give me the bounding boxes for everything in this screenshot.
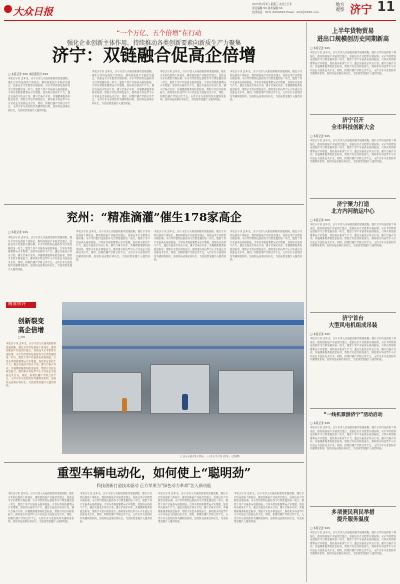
sidebar-item-title: “一线机票游济宁”活动启动 [323, 413, 383, 418]
lead-kicker: “一个万亿、五个倍增”在行动 [116, 29, 202, 37]
sidebar-item-title: 济宁召开 [342, 118, 364, 124]
page-number: 11 [377, 0, 396, 15]
section-small-label [331, 3, 349, 14]
factory-photo [62, 302, 304, 454]
photo-worker [122, 398, 127, 412]
sidebar-rule [310, 506, 396, 507]
bottom-body-col-1: 本报济宁讯 近年来，济宁市深入实施创新驱动发展战略，强化企业科技创新主体地位，推动创新链产业链深度融合，高新技术企业数量实现倍增。全市坚持把科技创新作为引领发展的第一动力，聚焦主导产业链条布局创新链，引导各类创新要素向企业集聚，加快培育新质生产力。通过实施高企培育计划，建立后备企业库，开展精准服务和政策辅导，帮助企业提升研发能力，推动更多科技型中小企业成长为高新技术企业。同时，积极搭建产学研合作平台，支持企业与高校院所共建研发机构，加快科技成果转移转化，为高质量发展注入强劲动能。 [8, 492, 74, 523]
second-body-col-1: 本报济宁讯 近年来，济宁市深入实施创新驱动发展战略，强化企业科技创新主体地位，推动创新链产业链深度融合，高新技术企业数量实现倍增。全市坚持把科技创新作为引领发展的第一动力，聚焦主导产业链条布局创新链，引导各类创新要素向企业集聚，加快培育新质生产力。通过实施高企培育计划，建立后备企业库，开展精准服务和政策辅导，帮助企业提升研发能力，推动更多科技型中小企业成长为高新技术企业。同时，积极搭建产学研合作平台，支持企业与高校院所共建研发机构，加快科技成果转移转化，为高质量发展注入强劲动能。 [8, 236, 72, 271]
column-tag [6, 302, 36, 308]
lead-body-col-3: 本报济宁讯 近年来，济宁市深入实施创新驱动发展战略，强化企业科技创新主体地位，推动创新链产业链深度融合，高新技术企业数量实现倍增。全市坚持把科技创新作为引领发展的第一动力，聚焦主导产业链条布局创新链，引导各类创新要素向企业集聚，加快培育新质生产力。通过实施高企培育计划，建立后备企业库，开展精准服务和政策辅导，帮助企业提升研发能力，推动更多科技型中小企业成长为高新技术企业。同时，积极搭建产学研合作平台，支持企业与高校院所共建研发机构，加快科技成果转移转化，为高质量发展注入强劲动能。 [160, 70, 226, 101]
photo-floor [62, 414, 304, 454]
bottom-subtitle: 科技创新打造技术驱动 正方苹果为“绿色动力革命”注入新动能 [96, 483, 212, 488]
second-story-rule [4, 204, 304, 205]
section-name: 济宁 [350, 3, 372, 16]
masthead [0, 0, 400, 22]
sidebar-item-title: 北方内河航运中心 [331, 209, 375, 215]
sidebar-item-title: 大型风电机组成吊装 [328, 323, 378, 329]
sidebar-item [310, 202, 396, 317]
lead-headline: 济宁：双链融合促高企倍增 [52, 46, 256, 66]
lead-subtitle: 强化企业创新主体作用，持续推动各类创新要素向新质生产力聚集 [66, 40, 241, 47]
photo-machine [72, 372, 142, 412]
sidebar-item-body: 本报济宁讯 近年来，济宁市深入实施创新驱动发展战略，强化企业科技创新主体地位，推动创新链产业链深度融合，高新技术企业数量实现倍增。全市坚持把科技创新作为引领发展的第一动力，聚焦主导产业链条布局创新链，引导各类创新要素向企业集聚，加快培育新质生产力。通过实施高企培育计划，建立后备企业库，开展精准服务和政策辅导，帮助企业提升研发能力，推动更多科技型中小企业成长为高新技术企业。同时，积极搭建产学研合作平台，支持企业与高校院所共建研发机构，加快科技成果转移转化，为高质量发展注入强劲动能。 [310, 337, 396, 361]
sidebar-item [310, 510, 396, 581]
sidebar-item-title: 进出口规模创历史同期新高 [316, 36, 389, 43]
sidebar-item-body: 本报济宁讯 近年来，济宁市深入实施创新驱动发展战略，强化企业科技创新主体地位，推动创新链产业链深度融合，高新技术企业数量实现倍增。全市坚持把科技创新作为引领发展的第一动力，聚焦主导产业链条布局创新链，引导各类创新要素向企业集聚，加快培育新质生产力。通过实施高企培育计划，建立后备企业库，开展精准服务和政策辅导，帮助企业提升研发能力，推动更多科技型中小企业成长为高新技术企业。同时，积极搭建产学研合作平台，支持企业与高校院所共建研发机构，加快科技成果转移转化，为高质量发展注入强劲动能。 [310, 139, 396, 163]
sidebar-item-title: 济宁聚力打造 [336, 202, 370, 208]
sidebar-item-title: 多项便民利民举措 [331, 510, 375, 516]
sidebar-item [310, 412, 396, 502]
sidebar-item [310, 28, 396, 97]
sidebar-item-title: 提升服务温度 [336, 517, 370, 523]
lead-body-col-2: 本报济宁讯 近年来，济宁市深入实施创新驱动发展战略，强化企业科技创新主体地位，推动创新链产业链深度融合，高新技术企业数量实现倍增。全市坚持把科技创新作为引领发展的第一动力，聚焦主导产业链条布局创新链，引导各类创新要素向企业集聚，加快培育新质生产力。通过实施高企培育计划，建立后备企业库，开展精准服务和政策辅导，帮助企业提升研发能力，推动更多科技型中小企业成长为高新技术企业。同时，积极搭建产学研合作平台，支持企业与高校院所共建研发机构，加快科技成果转移转化，为高质量发展注入强劲动能。 [92, 70, 154, 105]
column-tag-label: 精准快评 [8, 302, 26, 307]
editor-line: 责任编辑 XX 美术编辑 XX [252, 7, 283, 10]
sidebar-item-byline: □ 本报记者 XXX [310, 333, 331, 336]
second-body-col-3: 本报济宁讯 近年来，济宁市深入实施创新驱动发展战略，强化企业科技创新主体地位，推动创新链产业链深度融合，高新技术企业数量实现倍增。全市坚持把科技创新作为引领发展的第一动力，聚焦主导产业链条布局创新链，引导各类创新要素向企业集聚，加快培育新质生产力。通过实施高企培育计划，建立后备企业库，开展精准服务和政策辅导，帮助企业提升研发能力，推动更多科技型中小企业成长为高新技术企业。同时，积极搭建产学研合作平台，支持企业与高校院所共建研发机构，加快科技成果转移转化，为高质量发展注入强劲动能。 [154, 230, 226, 261]
sidebar-item-body: 本报济宁讯 近年来，济宁市深入实施创新驱动发展战略，强化企业科技创新主体地位，推动创新链产业链深度融合，高新技术企业数量实现倍增。全市坚持把科技创新作为引领发展的第一动力，聚焦主导产业链条布局创新链，引导各类创新要素向企业集聚，加快培育新质生产力。通过实施高企培育计划，建立后备企业库，开展精准服务和政策辅导，帮助企业提升研发能力，推动更多科技型中小企业成长为高新技术企业。同时，积极搭建产学研合作平台，支持企业与高校院所共建研发机构，加快科技成果转移转化，为高质量发展注入强劲动能。 [310, 531, 396, 555]
bottom-body-col-4: 本报济宁讯 近年来，济宁市深入实施创新驱动发展战略，强化企业科技创新主体地位，推动创新链产业链深度融合，高新技术企业数量实现倍增。全市坚持把科技创新作为引领发展的第一动力，聚焦主导产业链条布局创新链，引导各类创新要素向企业集聚，加快培育新质生产力。通过实施高企培育计划，建立后备企业库，开展精准服务和政策辅导，帮助企业提升研发能力，推动更多科技型中小企业成长为高新技术企业。同时，积极搭建产学研合作平台，支持企业与高校院所共建研发机构，加快科技成果转移转化，为高质量发展注入强劲动能。 [234, 492, 304, 523]
logo-text: 大众日报 [13, 7, 53, 18]
sidebar-rule [310, 198, 396, 199]
photo-worker [182, 394, 188, 410]
date-line: 2025年5月8日 星期三 农历乙巳年 [252, 3, 293, 6]
sidebar-item-byline: □ 本报记者 XXX [310, 422, 331, 425]
photo-machine [150, 364, 210, 414]
photo-crane-beam [62, 346, 304, 349]
bottom-body-col-3: 本报济宁讯 近年来，济宁市深入实施创新驱动发展战略，强化企业科技创新主体地位，推动创新链产业链深度融合，高新技术企业数量实现倍增。全市坚持把科技创新作为引领发展的第一动力，聚焦主导产业链条布局创新链，引导各类创新要素向企业集聚，加快培育新质生产力。通过实施高企培育计划，建立后备企业库，开展精准服务和政策辅导，帮助企业提升研发能力，推动更多科技型中小企业成长为高新技术企业。同时，积极搭建产学研合作平台，支持企业与高校院所共建研发机构，加快科技成果转移转化，为高质量发展注入强劲动能。 [158, 492, 228, 523]
sidebar-rule [310, 408, 396, 409]
sidebar-item-title: 济宁首台 [342, 316, 364, 322]
newspaper-logo [4, 3, 53, 18]
sidebar-item [310, 118, 396, 183]
second-headline: 兖州：“精准滴灌”催生178家高企 [66, 210, 242, 224]
sidebar-item-byline: □ 本报记者 XXX [310, 135, 331, 138]
sidebar-divider [306, 22, 307, 582]
sidebar [310, 22, 396, 582]
bottom-body-col-2: 本报济宁讯 近年来，济宁市深入实施创新驱动发展战略，强化企业科技创新主体地位，推动创新链产业链深度融合，高新技术企业数量实现倍增。全市坚持把科技创新作为引领发展的第一动力，聚焦主导产业链条布局创新链，引导各类创新要素向企业集聚，加快培育新质生产力。通过实施高企培育计划，建立后备企业库，开展精准服务和政策辅导，帮助企业提升研发能力，推动更多科技型中小企业成长为高新技术企业。同时，积极搭建产学研合作平台，支持企业与高校院所共建研发机构，加快科技成果转移转化，为高质量发展注入强劲动能。 [80, 492, 152, 523]
sidebar-item-body: 本报济宁讯 近年来，济宁市深入实施创新驱动发展战略，强化企业科技创新主体地位，推动创新链产业链深度融合，高新技术企业数量实现倍增。全市坚持把科技创新作为引领发展的第一动力，聚焦主导产业链条布局创新链，引导各类创新要素向企业集聚，加快培育新质生产力。通过实施高企培育计划，建立后备企业库，开展精准服务和政策辅导，帮助企业提升研发能力，推动更多科技型中小企业成长为高新技术企业。同时，积极搭建产学研合作平台，支持企业与高校院所共建研发机构，加快科技成果转移转化，为高质量发展注入强劲动能。 [310, 223, 396, 247]
sidebar-item-title: 上半年货物贸易 [331, 28, 374, 35]
sidebar-rule [310, 312, 396, 313]
lead-body-col-1: 本报济宁讯 近年来，济宁市深入实施创新驱动发展战略，强化企业科技创新主体地位，推动创新链产业链深度融合，高新技术企业数量实现倍增。全市坚持把科技创新作为引领发展的第一动力，聚焦主导产业链条布局创新链，引导各类创新要素向企业集聚，加快培育新质生产力。通过实施高企培育计划，建立后备企业库，开展精准服务和政策辅导，帮助企业提升研发能力，推动更多科技型中小企业成长为高新技术企业。同时，积极搭建产学研合作平台，支持企业与高校院所共建研发机构，加快科技成果转移转化，为高质量发展注入强劲动能。 [8, 77, 70, 112]
second-body-col-4: 本报济宁讯 近年来，济宁市深入实施创新驱动发展战略，强化企业科技创新主体地位，推动创新链产业链深度融合，高新技术企业数量实现倍增。全市坚持把科技创新作为引领发展的第一动力，聚焦主导产业链条布局创新链，引导各类创新要素向企业集聚，加快培育新质生产力。通过实施高企培育计划，建立后备企业库，开展精准服务和政策辅导，帮助企业提升研发能力，推动更多科技型中小企业成长为高新技术企业。同时，积极搭建产学研合作平台，支持企业与高校院所共建研发机构，加快科技成果转移转化，为高质量发展注入强劲动能。 [230, 230, 302, 261]
sidebar-rule [310, 114, 396, 115]
sidebar-item-body: 本报济宁讯 近年来，济宁市深入实施创新驱动发展战略，强化企业科技创新主体地位，推动创新链产业链深度融合，高新技术企业数量实现倍增。全市坚持把科技创新作为引领发展的第一动力，聚焦主导产业链条布局创新链，引导各类创新要素向企业集聚，加快培育新质生产力。通过实施高企培育计划，建立后备企业库，开展精准服务和政策辅导，帮助企业提升研发能力，推动更多科技型中小企业成长为高新技术企业。同时，积极搭建产学研合作平台，支持企业与高校院所共建研发机构，加快科技成果转移转化，为高质量发展注入强劲动能。 [310, 426, 396, 450]
sidebar-item-title: 全市科技创新大会 [331, 125, 375, 131]
feature-headline-1: 创新裂变 [18, 317, 44, 325]
sidebar-item [310, 316, 396, 407]
lead-byline: □ 本报记者 XXX 本报通讯员 XXX [8, 73, 49, 76]
second-body-col-2: 本报济宁讯 近年来，济宁市深入实施创新驱动发展战略，强化企业科技创新主体地位，推动创新链产业链深度融合，高新技术企业数量实现倍增。全市坚持把科技创新作为引领发展的第一动力，聚焦主导产业链条布局创新链，引导各类创新要素向企业集聚，加快培育新质生产力。通过实施高企培育计划，建立后备企业库，开展精准服务和政策辅导，帮助企业提升研发能力，推动更多科技型中小企业成长为高新技术企业。同时，积极搭建产学研合作平台，支持企业与高校院所共建研发机构，加快科技成果转移转化，为高质量发展注入强劲动能。 [76, 230, 150, 261]
sidebar-item-body: 本报济宁讯 近年来，济宁市深入实施创新驱动发展战略，强化企业科技创新主体地位，推动创新链产业链深度融合，高新技术企业数量实现倍增。全市坚持把科技创新作为引领发展的第一动力，聚焦主导产业链条布局创新链，引导各类创新要素向企业集聚，加快培育新质生产力。通过实施高企培育计划，建立后备企业库，开展精准服务和政策辅导，帮助企业提升研发能力，推动更多科技型中小企业成长为高新技术企业。同时，积极搭建产学研合作平台，支持企业与高校院所共建研发机构，加快科技成果转移转化，为高质量发展注入强劲动能。 [310, 51, 396, 75]
logo-mark-icon [4, 5, 12, 13]
sidebar-item-byline: □ 本报记者 XXX [310, 219, 331, 222]
lead-body-col-4: 本报济宁讯 近年来，济宁市深入实施创新驱动发展战略，强化企业科技创新主体地位，推动创新链产业链深度融合，高新技术企业数量实现倍增。全市坚持把科技创新作为引领发展的第一动力，聚焦主导产业链条布局创新链，引导各类创新要素向企业集聚，加快培育新质生产力。通过实施高企培育计划，建立后备企业库，开展精准服务和政策辅导，帮助企业提升研发能力，推动更多科技型中小企业成长为高新技术企业。同时，积极搭建产学研合作平台，支持企业与高校院所共建研发机构，加快科技成果转移转化，为高质量发展注入强劲动能。 [230, 70, 302, 101]
bottom-story-rule [4, 462, 304, 463]
sidebar-item-byline: □ 本报记者 XXX [310, 47, 331, 50]
feature-body: 本报济宁讯 近年来，济宁市深入实施创新驱动发展战略，强化企业科技创新主体地位，推动创新链产业链深度融合，高新技术企业数量实现倍增。全市坚持把科技创新作为引领发展的第一动力，聚焦主导产业链条布局创新链，引导各类创新要素向企业集聚，加快培育新质生产力。通过实施高企培育计划，建立后备企业库，开展精准服务和政策辅导，帮助企业提升研发能力，推动更多科技型中小企业成长为高新技术企业。同时，积极搭建产学研合作平台，支持企业与高校院所共建研发机构，加快科技成果转移转化，为高质量发展注入强劲动能。 [6, 342, 56, 387]
photo-crane-beam [62, 320, 304, 325]
sidebar-item-byline: □ 本报记者 XXX [310, 527, 331, 530]
hotline: 热线电话：0531-XXXXXXX Email：dzrb@XXXX.com [252, 11, 319, 14]
photo-caption: □ 济宁市某企业车间内，工人正在生产线上作业。（资料图） [180, 455, 242, 458]
bottom-headline: 重型车辆电动化，如何使上“聪明劲” [57, 466, 251, 480]
section-small-1: 地方 [335, 3, 345, 8]
feature-byline: □ XX [18, 336, 25, 339]
photo-machine [218, 370, 294, 414]
section-small-2: 观察 [335, 8, 345, 14]
feature-headline-2: 高企倍增 [18, 326, 44, 334]
second-byline: □ 本报记者 XXX [8, 231, 29, 234]
masthead-rule [4, 20, 396, 21]
